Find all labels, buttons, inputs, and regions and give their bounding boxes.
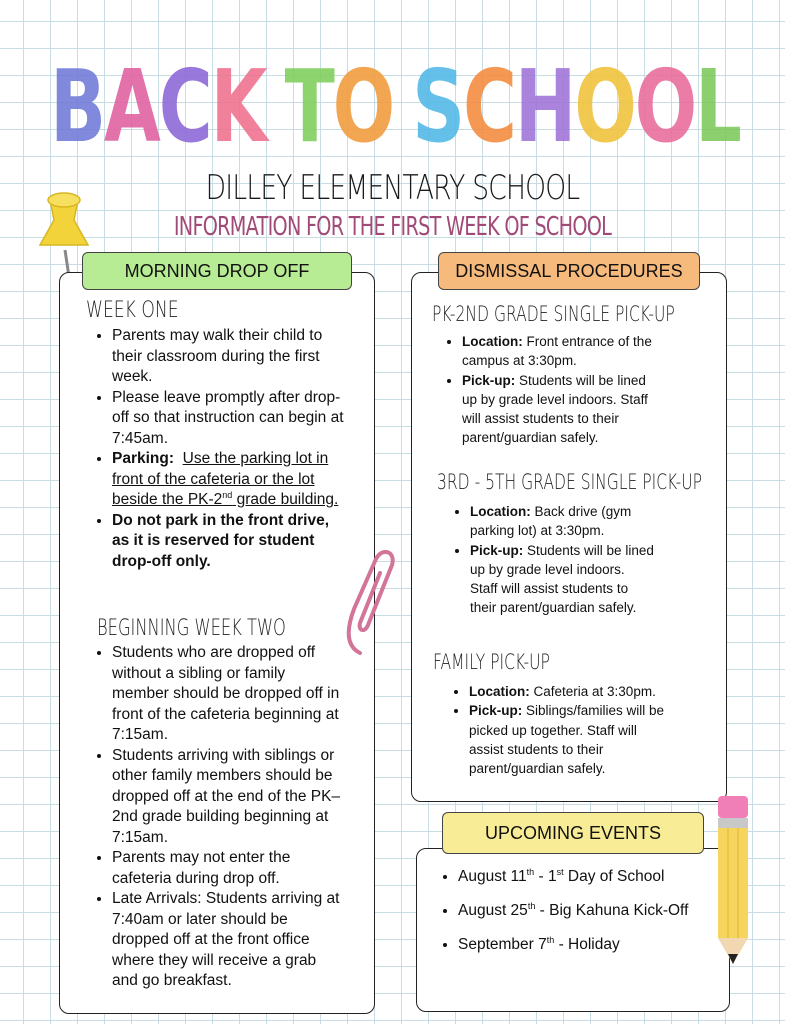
title-letter [265, 52, 284, 162]
title-letter: C [462, 48, 515, 165]
dismissal-procedures-tag: DISMISSAL PROCEDURES [438, 252, 700, 290]
title-letter: O [574, 48, 635, 165]
list-item: • Students who are dropped off without a sibling or family member should be dropped off in front of the cafeteria beginning at 7:15am. [112, 643, 342, 746]
title-letter: C [158, 48, 211, 165]
morning-drop-off-tag: MORNING DROP OFF [82, 252, 352, 290]
list-item: • Late Arrivals: Students arriving at 7:40am or later should be dropped off at the front office where they will receive a grab and go breakfast. [112, 889, 342, 992]
family-pickup-list [449, 682, 674, 778]
list-item: • September 7th - Holiday [458, 928, 698, 962]
title-letter: O [634, 48, 696, 165]
title-letter: O [332, 48, 393, 165]
back-to-school-title [50, 48, 740, 165]
3rd-5th-pickup-list [450, 502, 655, 618]
list-item: • Location: Front entrance of the campus at 3:30pm. [462, 332, 662, 371]
list-item: • Pick-up: Siblings/families will be picked up together. Staff will assist students to their parent/guardian safely. [469, 701, 674, 778]
list-item: • Parents may walk their child to their classroom during the first week. [112, 326, 348, 388]
list-item: • August 11th - 1st Day of School [458, 860, 698, 894]
list-item: • Parents may not enter the cafeteria during drop off. [112, 848, 342, 889]
pk-2nd-pickup-list [442, 332, 662, 448]
events-list [438, 860, 698, 962]
list-item: • Students arriving with siblings or other family members should be dropped off at the end of the PK–2nd grade building beginning at 7:15am. [112, 746, 342, 849]
list-item: • August 25th - Big Kahuna Kick-Off [458, 894, 698, 928]
title-letter: B [50, 48, 104, 165]
list-item: • Do not park in the front drive, as it is reserved for student drop-off only. [112, 511, 348, 573]
title-letter: A [103, 48, 159, 165]
upcoming-events-tag: UPCOMING EVENTS [442, 812, 704, 854]
paperclip-icon [338, 545, 402, 660]
week-two-list [92, 643, 342, 992]
family-pickup-heading: FAMILY PICK-UP [433, 650, 550, 674]
school-name: DILLEY ELEMENTARY SCHOOL [205, 168, 580, 208]
list-item: • Pick-up: Students will be lined up by grade level indoors. Staff will assist students to their parent/guardian safely. [470, 541, 655, 618]
title-letter: H [514, 48, 575, 165]
week-one-list [92, 326, 348, 572]
list-item: • Location: Back drive (gym parking lot) at 3:30pm. [470, 502, 655, 541]
list-item: • Location: Cafeteria at 3:30pm. [469, 682, 674, 701]
list-item: • Pick-up: Students will be lined up by grade level indoors. Staff will assist students to their parent/guardian safely. [462, 371, 662, 448]
title-letter: T [284, 48, 333, 165]
3rd-5th-pickup-heading: 3RD - 5TH GRADE SINGLE PICK-UP [437, 470, 702, 494]
title-letter: K [210, 48, 266, 165]
list-item: • Parking: Use the parking lot in front of the cafeteria or the lot beside the PK-2nd grade building. [112, 449, 348, 511]
pk-2nd-pickup-heading: PK-2ND GRADE SINGLE PICK-UP [432, 302, 675, 326]
pencil-icon [708, 792, 756, 972]
title-letter [393, 52, 412, 162]
page-subtitle: INFORMATION FOR THE FIRST WEEK OF SCHOOL [173, 212, 612, 242]
week-one-heading: WEEK ONE [86, 298, 179, 323]
list-item: • Please leave promptly after drop-off so that instruction can begin at 7:45am. [112, 388, 348, 450]
title-letter: L [695, 48, 740, 165]
beginning-week-two-heading: BEGINNING WEEK TWO [97, 616, 286, 641]
title-letter: S [412, 48, 463, 165]
